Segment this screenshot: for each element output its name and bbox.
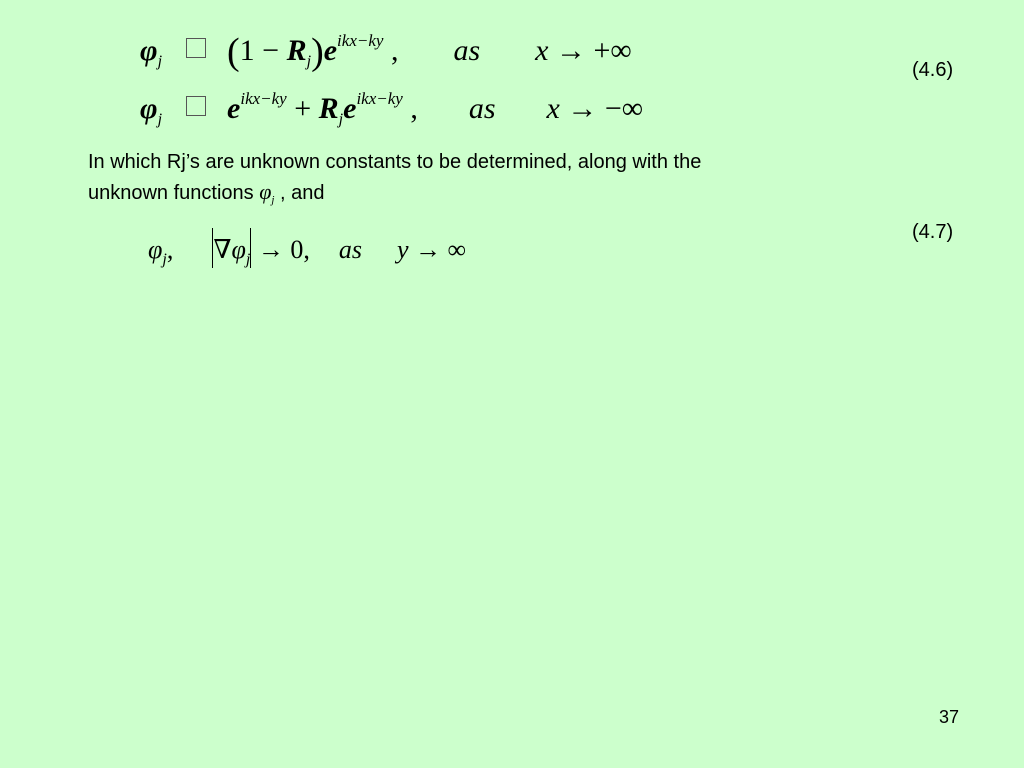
e-symbol: e xyxy=(343,92,357,125)
left-paren: ( xyxy=(227,31,240,73)
equation-4-7 xyxy=(148,228,466,268)
phi-symbol: φ xyxy=(148,235,163,264)
R-symbol: R xyxy=(318,92,339,125)
paragraph-line-2 xyxy=(88,177,908,215)
equation-number-4-6: (4.6) xyxy=(912,59,954,81)
exponent: ikx−ky xyxy=(240,89,287,108)
paragraph-line-2-start: unknown functions xyxy=(88,182,254,204)
exponent: ikx−ky xyxy=(337,31,384,50)
subscript-j: j xyxy=(245,251,251,268)
comma: , xyxy=(410,92,418,125)
phi-symbol: φ xyxy=(140,92,158,125)
e-symbol: e xyxy=(323,34,338,67)
equation-4-6-line1 xyxy=(140,32,632,71)
equation-4-6-line2 xyxy=(140,90,643,128)
x-variable: x xyxy=(546,92,560,125)
comma: , xyxy=(390,34,399,67)
x-variable: x xyxy=(535,34,549,67)
e-symbol: e xyxy=(227,92,241,125)
paragraph-line-1: In which Rj’s are unknown constants to be determined, along with the xyxy=(88,151,702,173)
subscript-j: j xyxy=(157,111,163,128)
one-minus: 1 − xyxy=(239,34,287,67)
R-symbol: R xyxy=(286,34,307,67)
subscript-j: j xyxy=(306,53,312,70)
exponent: ikx−ky xyxy=(356,89,403,108)
missing-glyph-box xyxy=(186,38,206,58)
arrow-zero: → 0, xyxy=(257,235,310,264)
page-number: 37 xyxy=(939,707,960,727)
inline-phi-symbol: $\varphi_j$ xyxy=(259,179,275,206)
limit-plus-infinity: → +∞ xyxy=(555,34,632,67)
phi-symbol: φ xyxy=(140,34,158,67)
limit-infinity: → ∞ xyxy=(415,235,467,264)
limit-minus-infinity: → −∞ xyxy=(567,92,644,125)
as-word: as xyxy=(468,92,496,125)
plus-sign: + xyxy=(294,92,319,125)
y-variable: y xyxy=(396,235,409,264)
equation-number-4-7: (4.7) xyxy=(912,221,954,243)
abs-bar-right xyxy=(250,228,251,268)
paragraph-line-2-end: , and xyxy=(280,182,325,204)
subscript-j: j xyxy=(157,53,163,70)
as-word: as xyxy=(338,235,362,264)
subscript-j: j xyxy=(162,251,167,268)
nabla-symbol: ∇ xyxy=(213,235,232,264)
as-word: as xyxy=(453,34,481,67)
explanation-paragraph xyxy=(88,148,908,215)
subscript-j: j xyxy=(338,111,344,128)
right-paren: ) xyxy=(311,31,324,73)
comma: , xyxy=(166,235,174,264)
phi-symbol-2: φ xyxy=(231,235,246,264)
missing-glyph-box xyxy=(186,96,206,116)
